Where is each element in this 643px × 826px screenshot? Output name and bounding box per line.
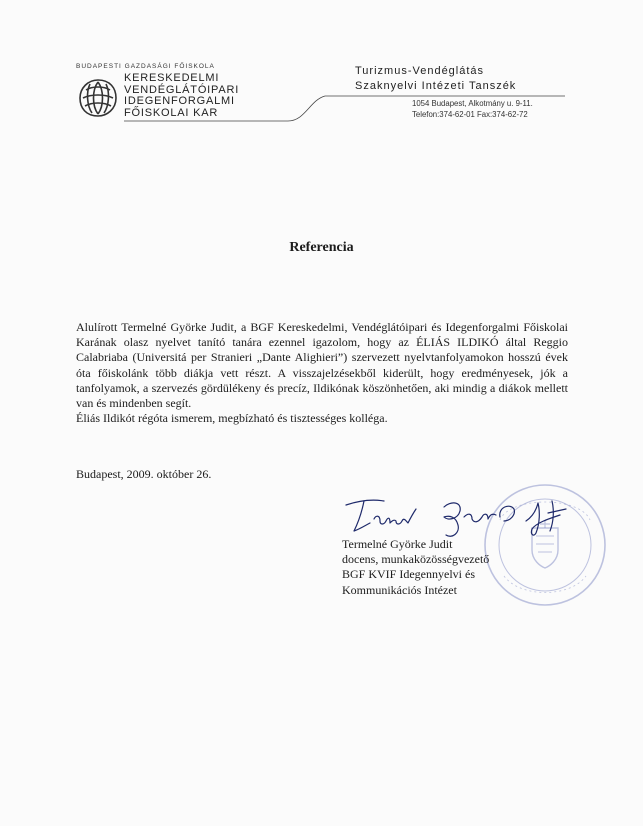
address-line: 1054 Budapest, Alkotmány u. 9-11. [412, 99, 533, 108]
handwritten-signature [340, 495, 590, 540]
department-address [412, 98, 533, 120]
institution-top-label: BUDAPESTI GAZDASÁGI FŐISKOLA [76, 63, 215, 70]
institution-name-line: FŐISKOLAI KAR [124, 106, 219, 119]
institution-name [124, 73, 239, 119]
letter-body [76, 320, 568, 426]
institution-name-line: KERESKEDELMI [124, 72, 220, 84]
signer-unit-line: Kommunikációs Intézet [342, 582, 457, 597]
place-date: Budapest, 2009. október 26. [76, 467, 212, 481]
letter-paragraph: Alulírott Termelné Györke Judit, a BGF Kereskedelmi, Vendéglátóipari és Idegenforgalmi Főiskolai Karának olasz nyelvet tanító tanára ezennel igazolom, hogy az ÉLIÁS ILDIKÓ által Reggio Calabriaba (Universitá per Stranieri „Dante Alighieri”) szervezett nyelvtanfolyamokon hosszú évek óta főiskolánk több diákja vett részt. A visszajelzésekből kiderült, hogy eredményesek, jók a tanfolyamok, a szervezés gördülékeny és precíz, Ildikónak köszönhetően, aki mindig a diákok mellett van és mindenben segít. [76, 320, 568, 411]
document-title: Referencia [289, 240, 354, 255]
signer-position: docens, munkaközösségvezető [342, 552, 490, 567]
signer-block [342, 537, 489, 598]
globe-logo-icon [76, 76, 120, 120]
department-line: Turizmus-Vendéglátás [355, 65, 485, 77]
department-name [355, 64, 516, 94]
institution-name-line: VENDÉGLÁTÓIPARI [124, 83, 240, 96]
signer-name: Termelné Györke Judit [342, 537, 453, 551]
signer-unit-line: BGF KVIF Idegennyelvi és [342, 567, 475, 582]
phone-fax-line: Telefon:374-62-01 Fax:374-62-72 [412, 110, 528, 119]
department-line: Szaknyelvi Intézeti Tanszék [355, 80, 517, 92]
institution-name-line: IDEGENFORGALMI [124, 95, 235, 107]
letter-paragraph: Éliás Ildikót régóta ismerem, megbízható és tisztességes kolléga. [76, 411, 388, 426]
